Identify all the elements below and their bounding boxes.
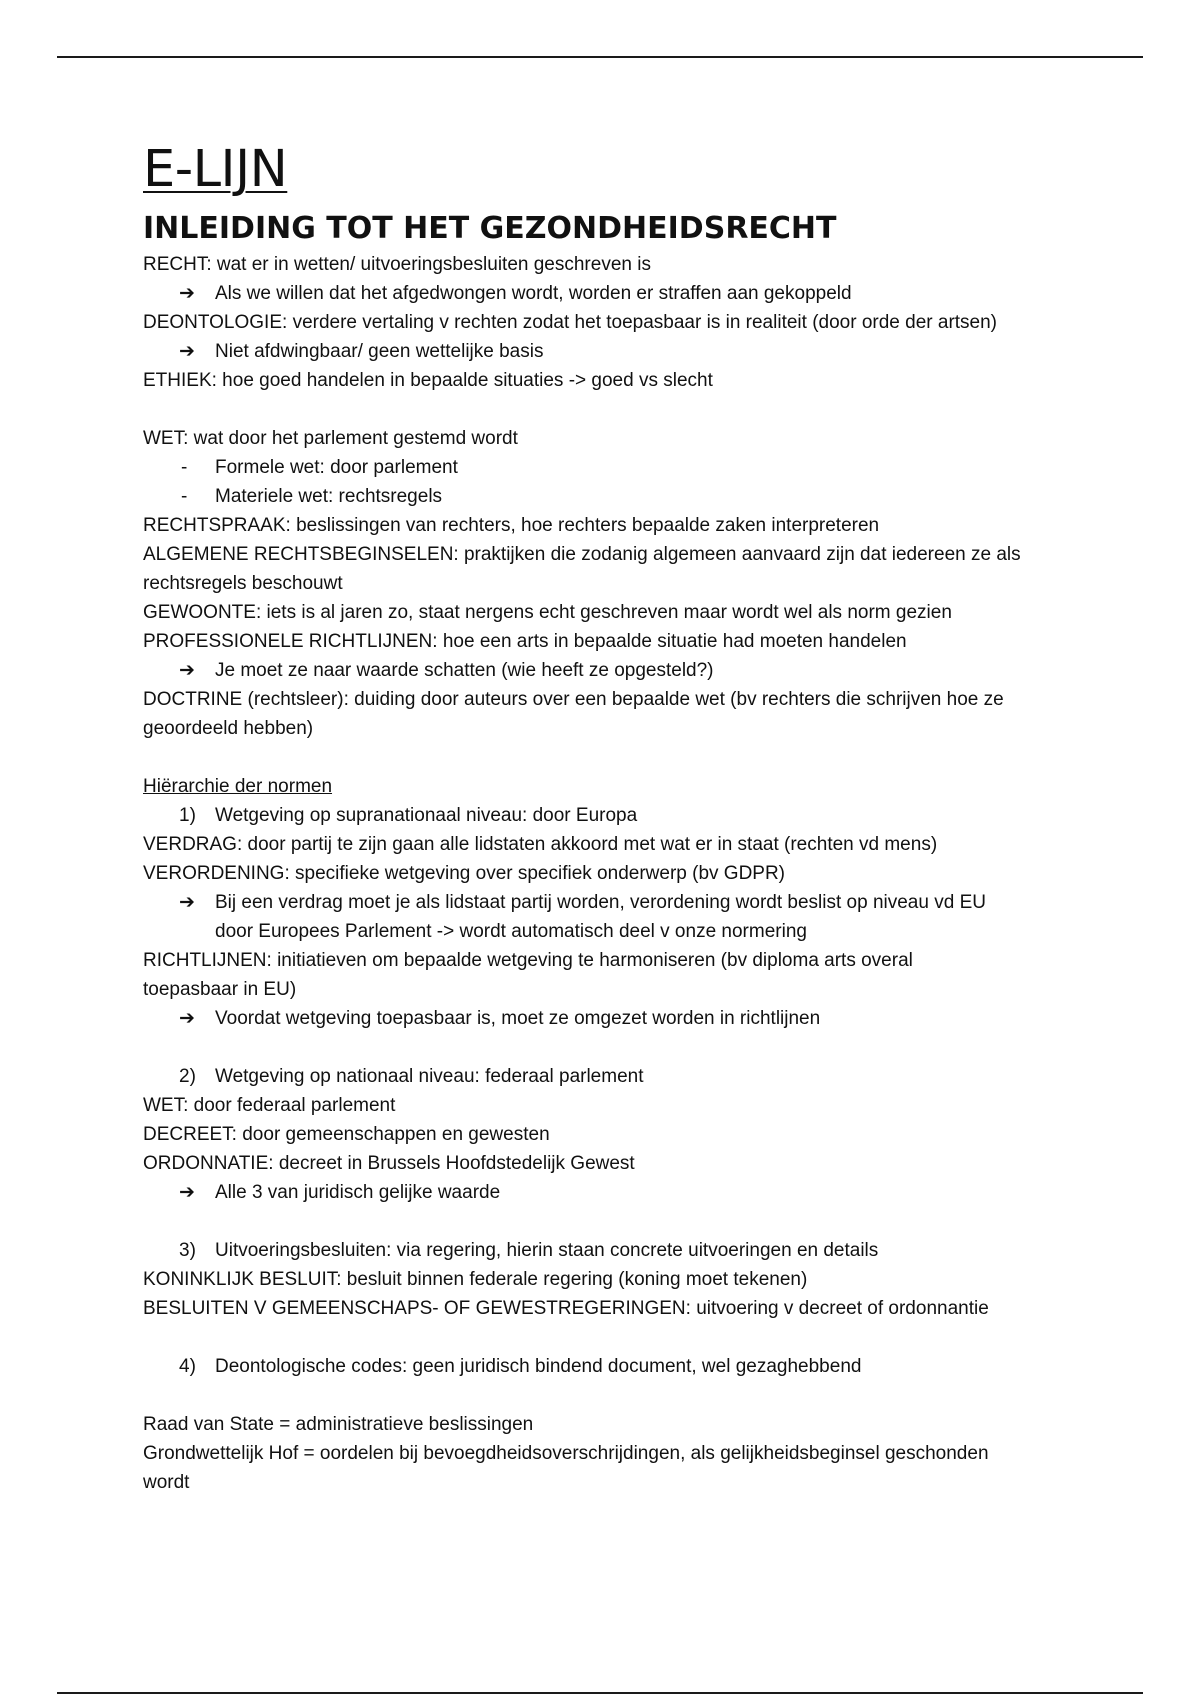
bullet-item: - Materiele wet: rechtsregels <box>143 482 1083 511</box>
footer-rule <box>57 1692 1143 1694</box>
definition-line: Grondwettelijk Hof = oordelen bij bevoegdheidsoverschrijdingen, als gelijkheidsbeginsel geschonden <box>143 1443 989 1464</box>
bullet-item: ➔ Bij een verdrag moet je als lidstaat partij worden, verordening wordt beslist op niveau vd EU <box>143 888 1083 917</box>
bullet-item: ➔ Alle 3 van juridisch gelijke waarde <box>143 1178 1083 1207</box>
definition-line: DEONTOLOGIE: verdere vertaling v rechten zodat het toepasbaar is in realiteit (door orde der artsen) <box>143 312 998 333</box>
section-heading: INLEIDING TOT HET GEZONDHEIDSRECHT <box>143 211 837 246</box>
arrow-icon: ➔ <box>179 660 195 681</box>
definition-line: ETHIEK: hoe goed handelen in bepaalde situaties -> goed vs slecht <box>143 370 713 391</box>
header-rule <box>57 56 1143 58</box>
definition-line: ALGEMENE RECHTSBEGINSELEN: praktijken die zodanig algemeen aanvaard zijn dat iedereen ze als <box>143 544 1021 565</box>
arrow-icon: ➔ <box>179 283 195 304</box>
definition-line: RECHTSPRAAK: beslissingen van rechters, hoe rechters bepaalde zaken interpreteren <box>143 515 880 536</box>
definition-line: GEWOONTE: iets is al jaren zo, staat nergens echt geschreven maar wordt wel als norm gezien <box>143 602 952 623</box>
definition-line: BESLUITEN V GEMEENSCHAPS- OF GEWESTREGERINGEN: uitvoering v decreet of ordonnantie <box>143 1298 989 1319</box>
bullet-item: ➔ Niet afdwingbaar/ geen wettelijke basis <box>143 337 1083 366</box>
dash-marker: - <box>181 457 188 478</box>
definition-line: DOCTRINE (rechtsleer): duiding door auteurs over een bepaalde wet (bv rechters die schrijven hoe ze <box>143 689 1004 710</box>
definition-line: Raad van State = administratieve beslissingen <box>143 1414 534 1435</box>
number-marker: 2) <box>179 1066 196 1087</box>
number-marker: 3) <box>179 1240 196 1261</box>
subsection-heading: Hiërarchie der normen <box>143 776 333 797</box>
bullet-item: ➔ Voordat wetgeving toepasbaar is, moet ze omgezet worden in richtlijnen <box>143 1004 1083 1033</box>
definition-line-continued: rechtsregels beschouwt <box>143 573 343 594</box>
notes-text <box>143 250 1083 1497</box>
bullet-item: ➔ Als we willen dat het afgedwongen wordt, worden er straffen aan gekoppeld <box>143 279 1083 308</box>
bullet-item: ➔ Je moet ze naar waarde schatten (wie heeft ze opgesteld?) <box>143 656 1083 685</box>
definition-line: VERORDENING: specifieke wetgeving over specifiek onderwerp (bv GDPR) <box>143 863 786 884</box>
number-marker: 4) <box>179 1356 196 1377</box>
document-body <box>143 140 1083 1497</box>
definition-line-continued: geoordeeld hebben) <box>143 718 314 739</box>
definition-line: KONINKLIJK BESLUIT: besluit binnen federale regering (koning moet tekenen) <box>143 1269 808 1290</box>
numbered-item: 3) Uitvoeringsbesluiten: via regering, hierin staan concrete uitvoeringen en details <box>143 1236 1083 1265</box>
numbered-item: 4) Deontologische codes: geen juridisch bindend document, wel gezaghebbend <box>143 1352 1083 1381</box>
definition-line-continued: toepasbaar in EU) <box>143 979 297 1000</box>
definition-line: WET: door federaal parlement <box>143 1095 396 1116</box>
numbered-item: 2) Wetgeving op nationaal niveau: federaal parlement <box>143 1062 1083 1091</box>
definition-line: VERDRAG: door partij te zijn gaan alle lidstaten akkoord met wat er in staat (rechten vd mens) <box>143 834 938 855</box>
document-title: E-LIJN <box>143 140 288 199</box>
arrow-icon: ➔ <box>179 892 195 913</box>
bullet-item-continued: door Europees Parlement -> wordt automatisch deel v onze normering <box>215 921 807 942</box>
definition-line: DECREET: door gemeenschappen en gewesten <box>143 1124 550 1145</box>
definition-line: ORDONNATIE: decreet in Brussels Hoofdstedelijk Gewest <box>143 1153 635 1174</box>
number-marker: 1) <box>179 805 196 826</box>
definition-line-continued: wordt <box>143 1472 190 1493</box>
arrow-icon: ➔ <box>179 1182 195 1203</box>
bullet-item: - Formele wet: door parlement <box>143 453 1083 482</box>
definition-line: WET: wat door het parlement gestemd wordt <box>143 428 518 449</box>
definition-line: RECHT: wat er in wetten/ uitvoeringsbesluiten geschreven is <box>143 254 651 275</box>
arrow-icon: ➔ <box>179 341 195 362</box>
definition-line: PROFESSIONELE RICHTLIJNEN: hoe een arts in bepaalde situatie had moeten handelen <box>143 631 907 652</box>
arrow-icon: ➔ <box>179 1008 195 1029</box>
numbered-item: 1) Wetgeving op supranationaal niveau: door Europa <box>143 801 1083 830</box>
definition-line: RICHTLIJNEN: initiatieven om bepaalde wetgeving te harmoniseren (bv diploma arts overal <box>143 950 913 971</box>
dash-marker: - <box>181 486 188 507</box>
